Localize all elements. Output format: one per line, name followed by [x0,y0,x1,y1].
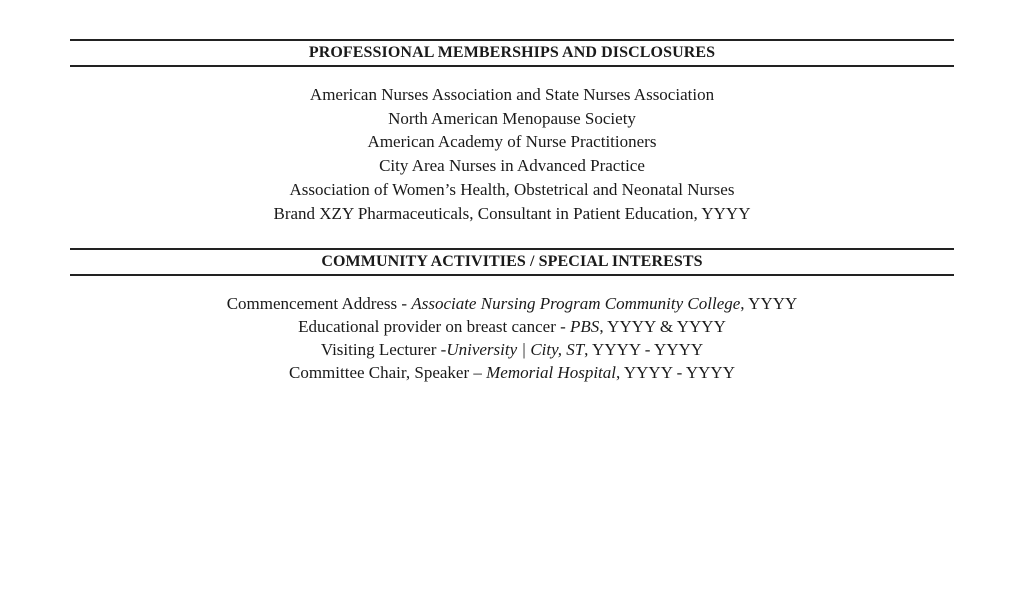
community-org: – Memorial Hospital [473,363,616,382]
community-list [70,292,954,384]
community-dates: , YYYY - YYYY [584,340,704,359]
community-role: Educational provider on breast cancer - [298,317,571,336]
community-item [70,361,954,384]
community-dates: , YYYY & YYYY [599,317,726,336]
membership-item: North American Menopause Society [388,108,636,128]
memberships-heading: PROFESSIONAL MEMBERSHIPS AND DISCLOSURES [70,39,954,67]
community-item [70,338,954,361]
community-heading: COMMUNITY ACTIVITIES / SPECIAL INTERESTS [70,248,954,276]
community-org: PBS [570,317,600,336]
membership-item: American Nurses Association and State Nurses Association [309,85,715,104]
community-org: Associate Nursing Program Community College [411,294,741,313]
community-dates: , YYYY - YYYY [616,363,735,382]
community-org: University | City, ST [446,340,585,359]
memberships-list [70,83,954,225]
membership-item: Association of Women’s Health, Obstetrical and Neonatal Nurses [289,179,735,199]
community-dates: , YYYY [740,294,798,313]
membership-item: American Academy of Nurse Practitioners [367,132,657,152]
community-item [70,315,954,338]
community-role: Commencement Address - [226,294,412,313]
community-item [70,292,954,315]
membership-item: Brand XZY Pharmaceuticals, Consultant in Patient Education, YYYY [273,203,751,223]
community-role: Committee Chair, Speaker [289,363,474,382]
community-role: Visiting Lecturer - [320,340,447,359]
membership-item: City Area Nurses in Advanced Practice [379,156,645,176]
